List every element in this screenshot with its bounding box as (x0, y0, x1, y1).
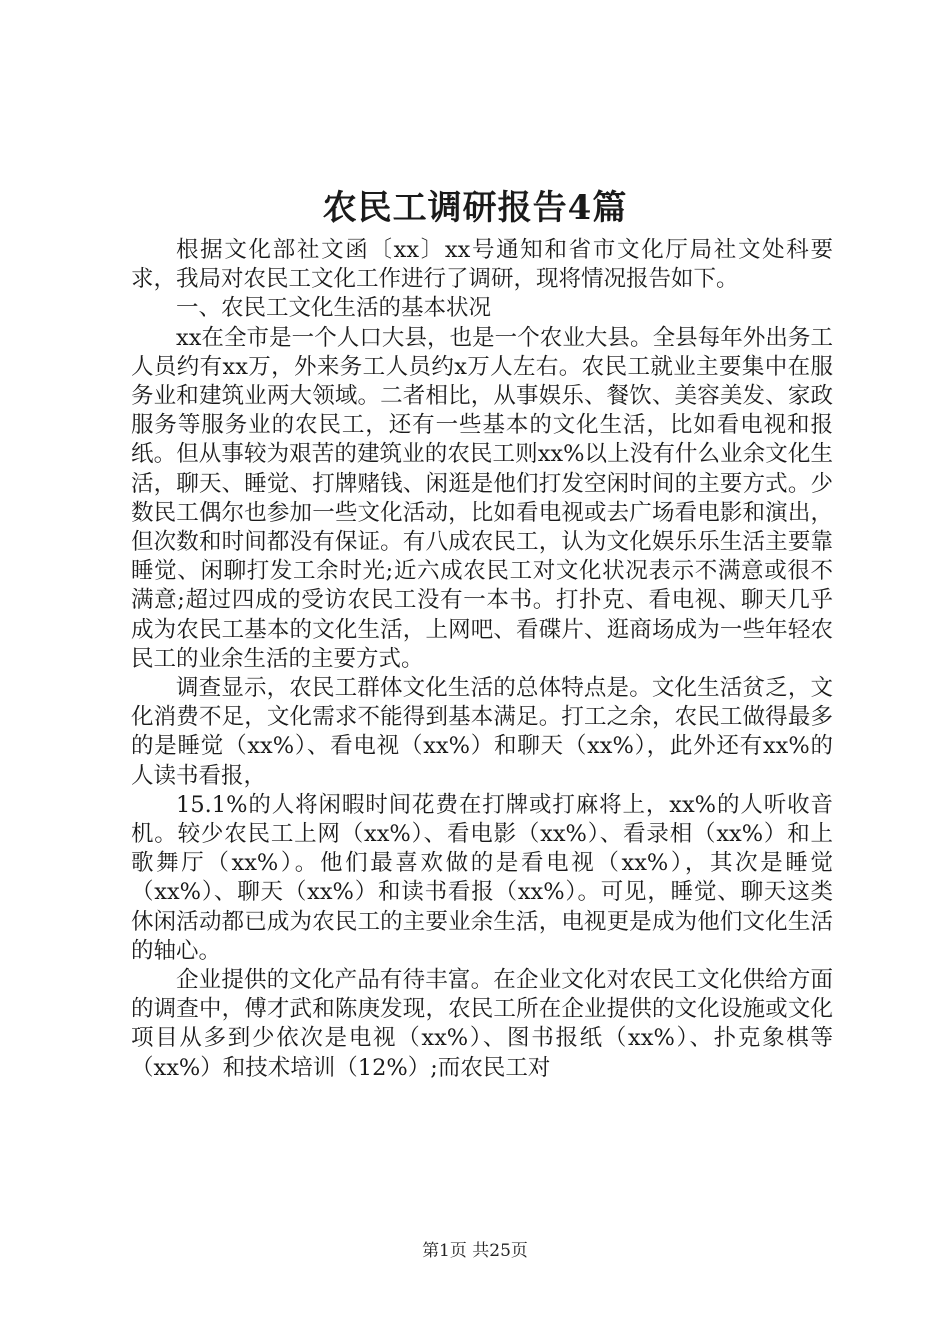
paragraph-intro: 根据文化部社文函〔xx〕xx号通知和省市文化厅局社文处科要求，我局对农民工文化工作进行了调研，现将情况报告如下。 (131, 237, 833, 293)
paragraph-leisure: 15.1%的人将闲暇时间花费在打牌或打麻将上，xx%的人听收音机。较少农民工上网（xx%）、看电影（xx%）、看录相（xx%）和上歌舞厅（xx%）。他们最喜欢做的是看电视（xx%），其次是睡觉（xx%）、聊天（xx%）和读书看报（xx%）。可见，睡觉、聊天这类休闲活动都已成为农民工的主要业余生活，电视更是成为他们文化生活的轴心。 (131, 791, 833, 964)
document-title: 农民工调研报告4篇 (322, 188, 628, 228)
paragraph-enterprise: 企业提供的文化产品有待丰富。在企业文化对农民工文化供给方面的调查中，傅才武和陈庚发现，农民工所在企业提供的文化设施或文化项目从多到少依次是电视（xx%）、图书报纸（xx%）、扑克象棋等（xx%）和技术培训（12%）;而农民工对 (131, 967, 833, 1081)
page-footer: 第1页 共25页 (422, 1241, 528, 1261)
paragraph-survey: 调查显示，农民工群体文化生活的总体特点是。文化生活贫乏，文化消费不足，文化需求不能得到基本满足。打工之余，农民工做得最多的是睡觉（xx%）、看电视（xx%）和聊天（xx%），此外还有xx%的人读书看报， (131, 675, 833, 789)
document-body (131, 236, 833, 1083)
paragraph-overview: xx在全市是一个人口大县，也是一个农业大县。全县每年外出务工人员约有xx万，外来务工人员约x万人左右。农民工就业主要集中在服务业和建筑业两大领域。二者相比，从事娱乐、餐饮、美容美发、家政服务等服务业的农民工，还有一些基本的文化生活，比如看电视和报纸。但从事较为艰苦的建筑业的农民工则xx%以上没有什么业余文化生活，聊天、睡觉、打牌赌钱、闲逛是他们打发空闲时间的主要方式。少数民工偶尔也参加一些文化活动，比如看电视或去广场看电影和演出，但次数和时间都没有保证。有八成农民工，认为文化娱乐乐生活主要靠睡觉、闲聊打发工余时光;近六成农民工对文化状况表示不满意或很不满意;超过四成的受访农民工没有一本书。打扑克、看电视、聊天几乎成为农民工基本的文化生活，上网吧、看碟片、逛商场成为一些年轻农民工的业余生活的主要方式。 (131, 324, 833, 672)
section-heading: 一、农民工文化生活的基本状况 (176, 295, 492, 322)
